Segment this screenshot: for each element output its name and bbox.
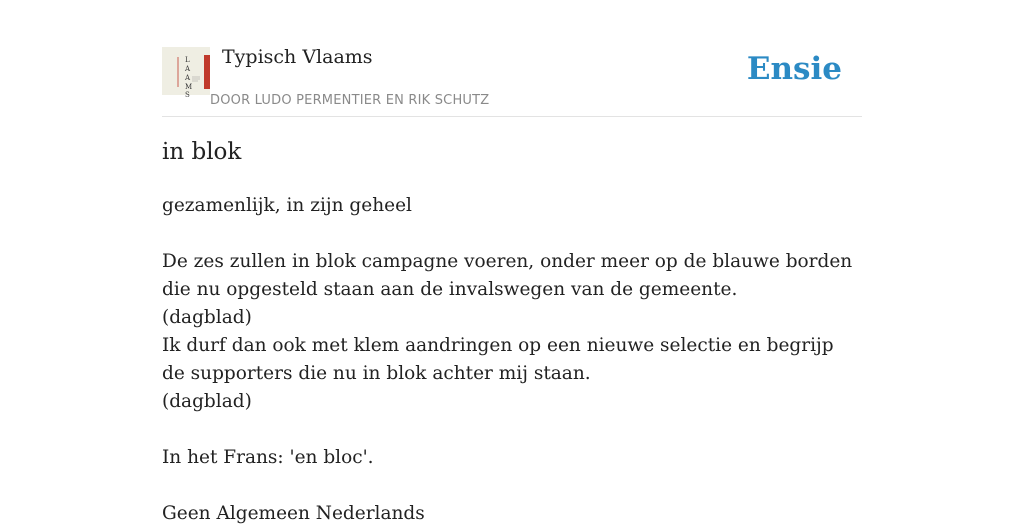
book-cover-icon xyxy=(162,47,210,99)
french-note: In het Frans: 'en bloc'. xyxy=(162,447,374,468)
book-logo[interactable] xyxy=(162,47,210,99)
entry-lemma: in blok xyxy=(162,139,242,165)
header xyxy=(162,40,862,117)
usage-note: Geen Algemeen Nederlands xyxy=(162,503,425,524)
logo-letter: L xyxy=(185,56,190,64)
logo-letter: S xyxy=(185,91,190,99)
spacer xyxy=(162,220,862,248)
logo-letter: M xyxy=(185,83,193,91)
entry-body xyxy=(162,192,862,528)
book-authors: DOOR LUDO PERMENTIER EN RIK SCHUTZ xyxy=(210,93,490,108)
example-quote: Ik durf dan ook met klem aandringen op een nieuwe selectie en begrijp de supporters die nu in blok achter mij staan. xyxy=(162,335,834,384)
spacer xyxy=(162,416,862,444)
logo-letter: A xyxy=(185,74,191,82)
example-source: (dagblad) xyxy=(162,391,252,412)
brand-logo-link[interactable]: Ensie xyxy=(746,51,842,87)
entry-definition: gezamenlijk, in zijn geheel xyxy=(162,195,412,216)
book-title-link[interactable]: Typisch Vlaams xyxy=(222,46,373,68)
example-source: (dagblad) xyxy=(162,307,252,328)
example-quote: De zes zullen in blok campagne voeren, onder meer op de blauwe borden die nu opgesteld staan aan de invalswegen van de gemeente. xyxy=(162,251,853,300)
logo-letter: A xyxy=(185,65,191,73)
spacer xyxy=(162,472,862,500)
